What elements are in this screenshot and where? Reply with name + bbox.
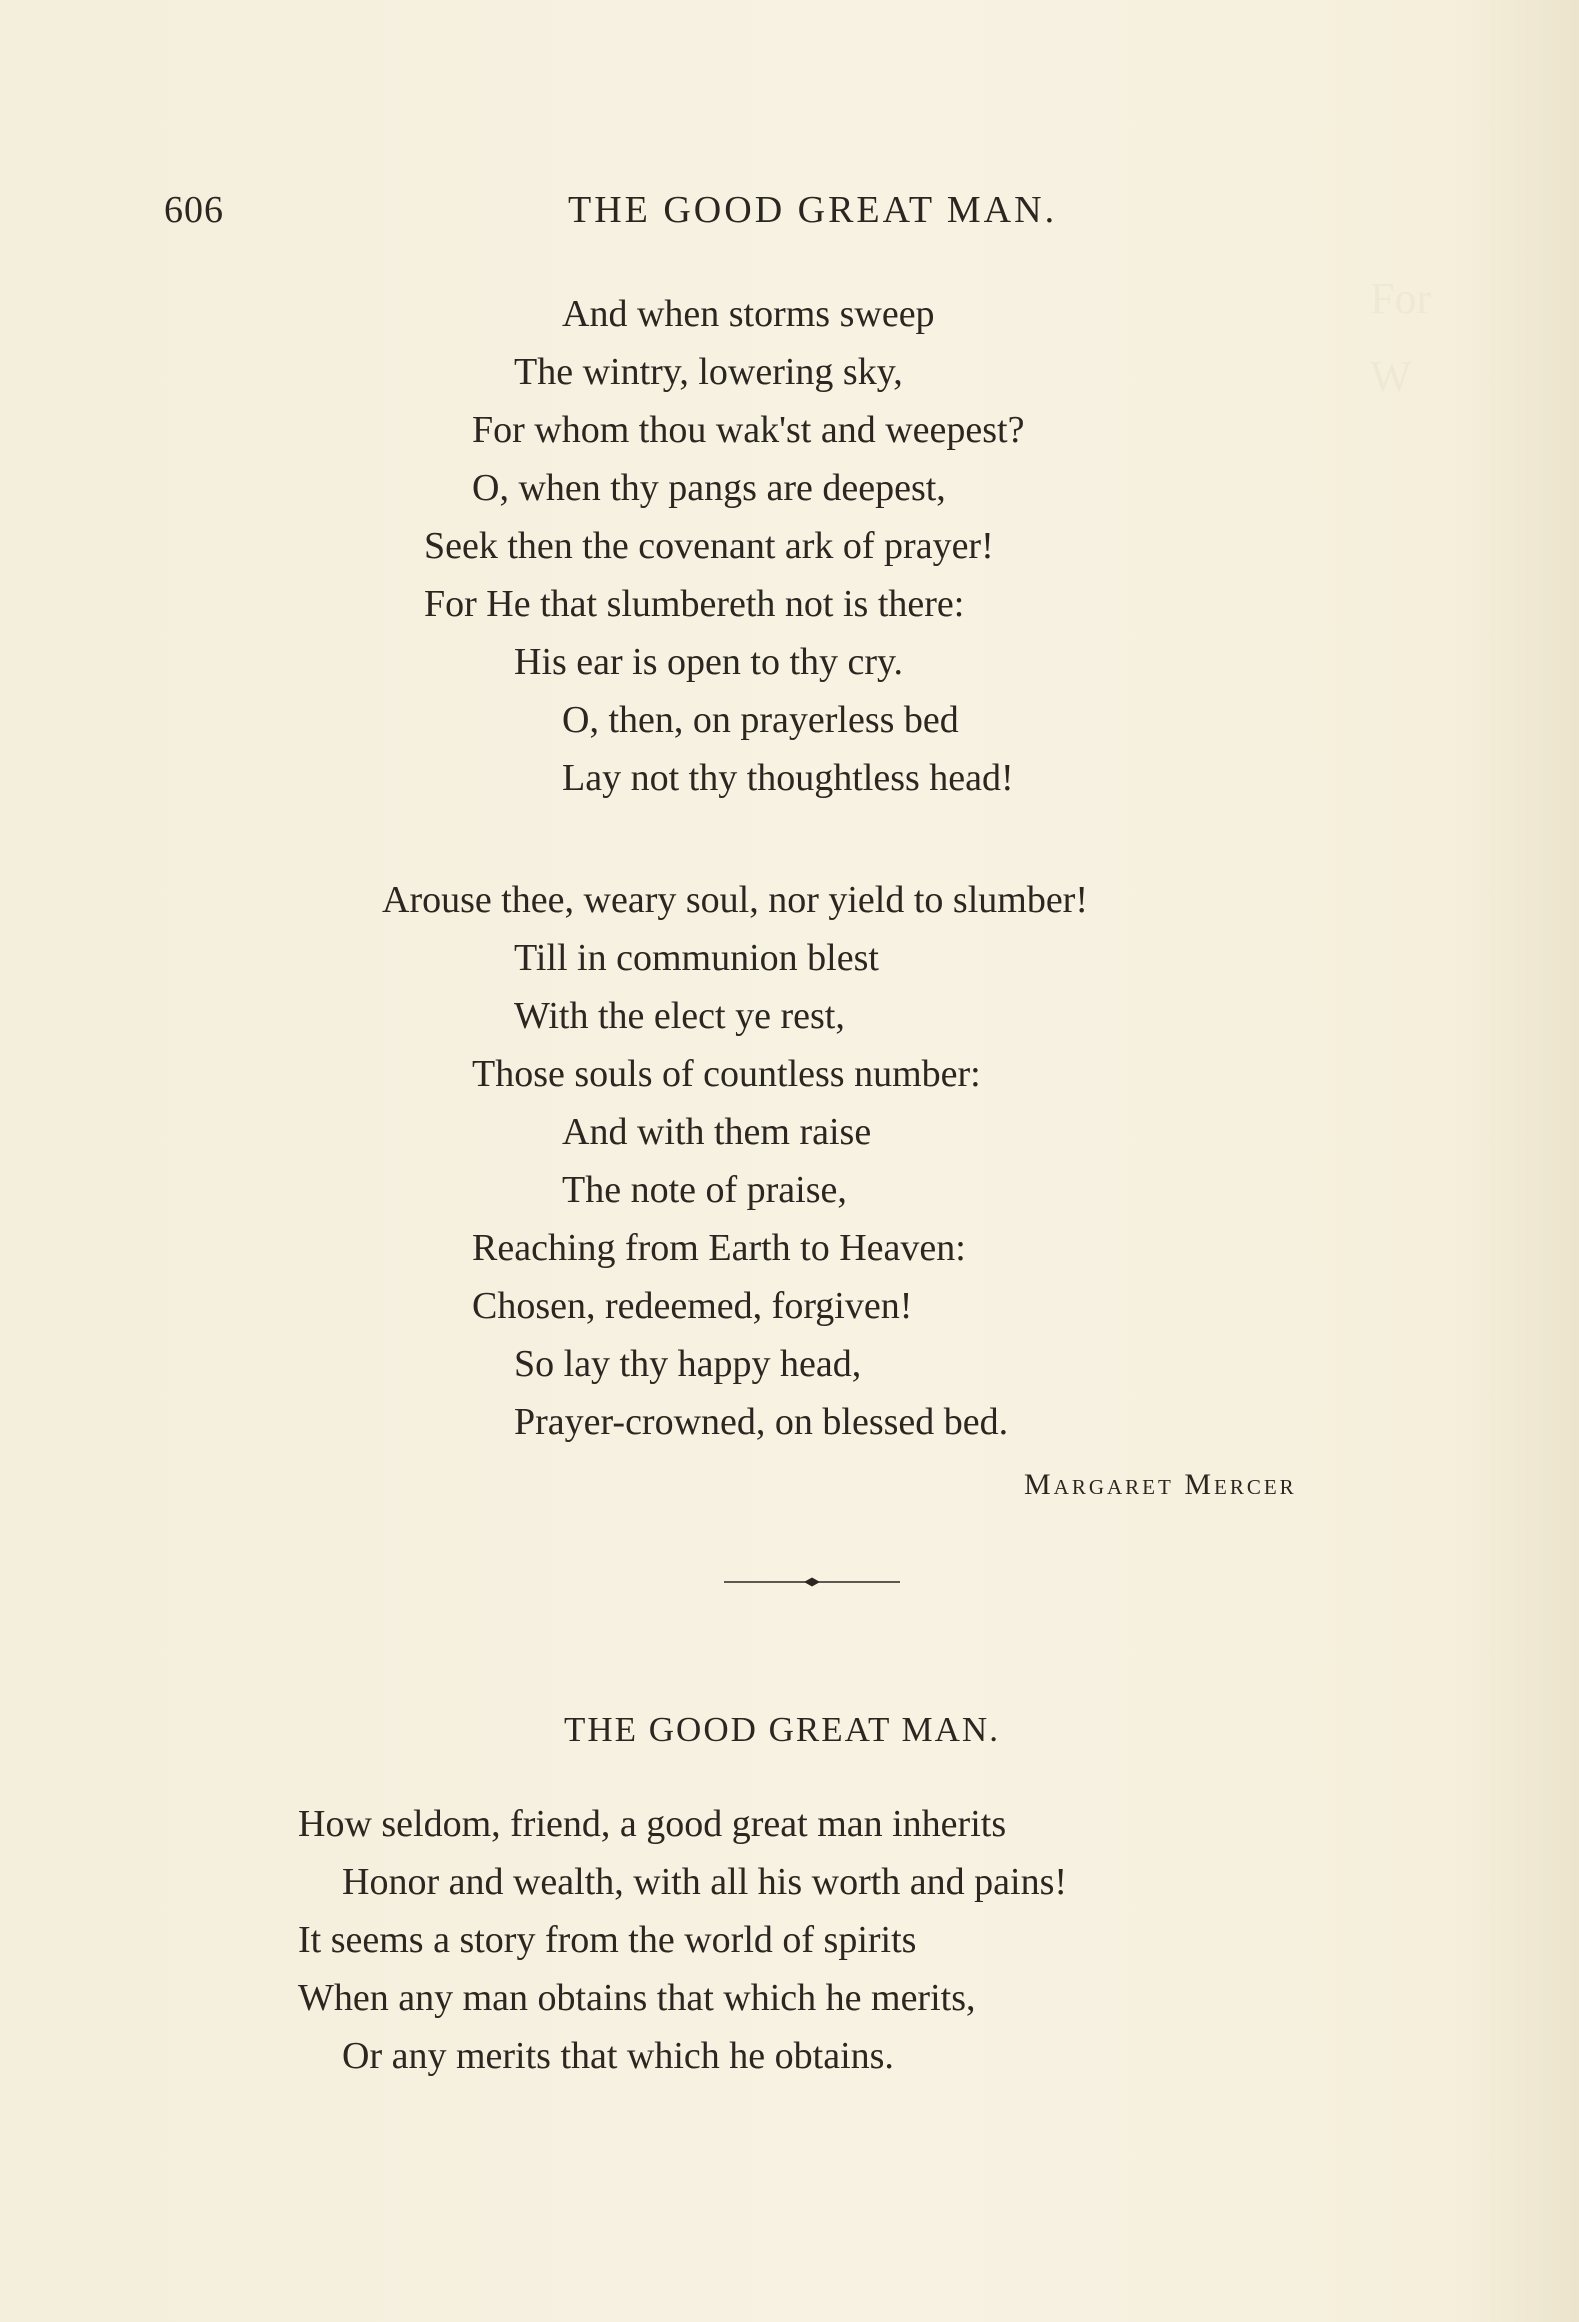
poem-line: It seems a story from the world of spirits <box>298 1919 917 1961</box>
poem-line: Honor and wealth, with all his worth and pains! <box>342 1861 1068 1903</box>
poem-line: His ear is open to thy cry. <box>514 641 904 683</box>
bleed-line: For <box>1370 274 1432 323</box>
poem-line: For whom thou wak'st and weepest? <box>472 409 1025 451</box>
bleed-line: W <box>1370 352 1412 401</box>
poem-line: Chosen, redeemed, forgiven! <box>472 1285 913 1327</box>
show-through-text <box>1370 260 1431 416</box>
poem-line: Prayer-crowned, on blessed bed. <box>514 1401 1009 1443</box>
poem-line: Seek then the covenant ark of prayer! <box>424 525 994 567</box>
poem-line: Those souls of countless number: <box>472 1053 981 1095</box>
poem-line: So lay thy happy head, <box>514 1343 862 1385</box>
poem-line: O, then, on prayerless bed <box>562 699 959 741</box>
page-number: 606 <box>164 189 224 231</box>
poem-line: O, when thy pangs are deepest, <box>472 467 946 509</box>
poem-line: How seldom, friend, a good great man inherits <box>298 1803 1007 1845</box>
poem-line: With the elect ye rest, <box>514 995 845 1037</box>
poem-line: And when storms sweep <box>562 293 935 335</box>
poem-title: THE GOOD GREAT MAN. <box>564 1710 1000 1749</box>
poem-line: For He that slumbereth not is there: <box>424 583 965 625</box>
section-divider-ornament <box>724 1576 900 1588</box>
poem-line: The note of praise, <box>562 1169 847 1211</box>
poem-line: Or any merits that which he obtains. <box>342 2035 894 2077</box>
poem-line: And with them raise <box>562 1111 872 1153</box>
poem-line: The wintry, lowering sky, <box>514 351 903 393</box>
poem-line: Till in communion blest <box>514 937 879 979</box>
poem-line: When any man obtains that which he merits, <box>298 1977 976 2019</box>
poem-line: Arouse thee, weary soul, nor yield to slumber! <box>382 879 1088 921</box>
poem-line: Lay not thy thoughtless head! <box>562 757 1014 799</box>
running-title: THE GOOD GREAT MAN. <box>568 189 1058 231</box>
poem-line: Reaching from Earth to Heaven: <box>472 1227 966 1269</box>
author-attribution: Margaret Mercer <box>1024 1468 1297 1501</box>
